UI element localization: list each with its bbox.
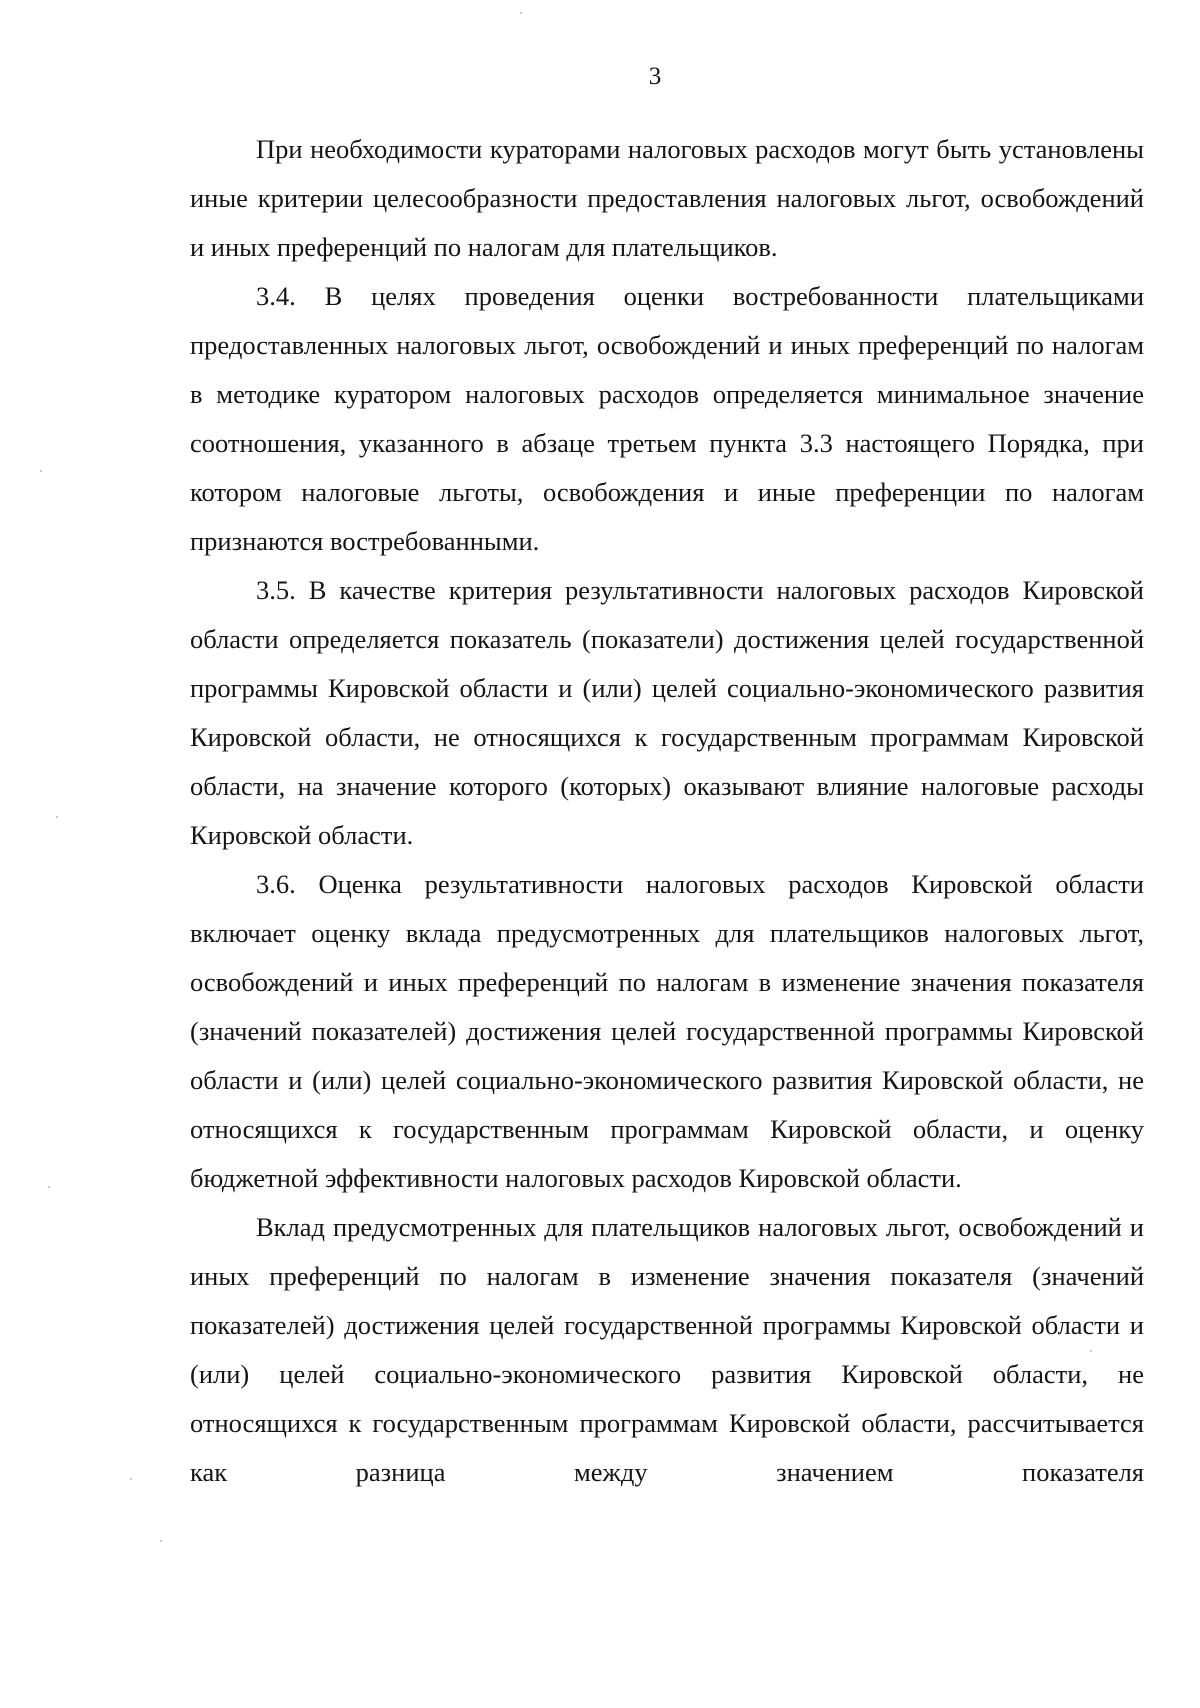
scan-speck: [520, 12, 522, 14]
paragraph-3-6: 3.6. Оценка результативности налоговых расходов Кировской области включает оценку вклада предусмотренных для плательщиков налоговых льгот, освобождений и иных преференций по налогам в изменение значения показателя (значений показателей) достижения целей государственной программы Кировской области и (или) целей социально-экономического развития Кировской области, не относящихся к государственным программам Кировской области, и оценку бюджетной эффективности налоговых расходов Кировской области.: [190, 869, 1144, 1193]
scan-speck: [40, 470, 42, 472]
scan-speck: [1090, 1350, 1092, 1352]
paragraph-3-4: 3.4. В целях проведения оценки востребованности плательщиками предоставленных налоговых льгот, освобождений и иных преференций по налогам в методике куратором налоговых расходов определяется минимальное значение соотношения, указанного в абзаце третьем пункта 3.3 настоящего Порядка, при котором налоговые льготы, освобождения и иные преференции по налогам признаются востребованными.: [190, 281, 1144, 556]
scan-speck: [48, 1186, 50, 1188]
scan-speck: [130, 1478, 132, 1480]
scan-speck: [56, 816, 58, 818]
page-number: 3: [648, 63, 662, 90]
paragraph-criteria-note: При необходимости кураторами налоговых расходов могут быть установлены иные критерии целесообразности предоставления налоговых льгот, освобождений и иных преференций по налогам для плательщиков.: [190, 134, 1144, 262]
scan-speck: [160, 1540, 162, 1542]
paragraph-contribution: Вклад предусмотренных для плательщиков налоговых льгот, освобождений и иных преференций по налогам в изменение значения показателя (значений показателей) достижения целей государственной программы Кировской области и (или) целей социально-экономического развития Кировской области, не относящихся к государственным программам Кировской области, рассчитывается как разница между значением показателя: [190, 1212, 1144, 1487]
document-body: [190, 125, 1144, 1497]
paragraph-3-5: 3.5. В качестве критерия результативности налоговых расходов Кировской области определяется показатель (показатели) достижения целей государственной программы Кировской области и (или) целей социально-экономического развития Кировской области, не относящихся к государственным программам Кировской области, на значение которого (которых) оказывают влияние налоговые расходы Кировской области.: [190, 575, 1144, 850]
